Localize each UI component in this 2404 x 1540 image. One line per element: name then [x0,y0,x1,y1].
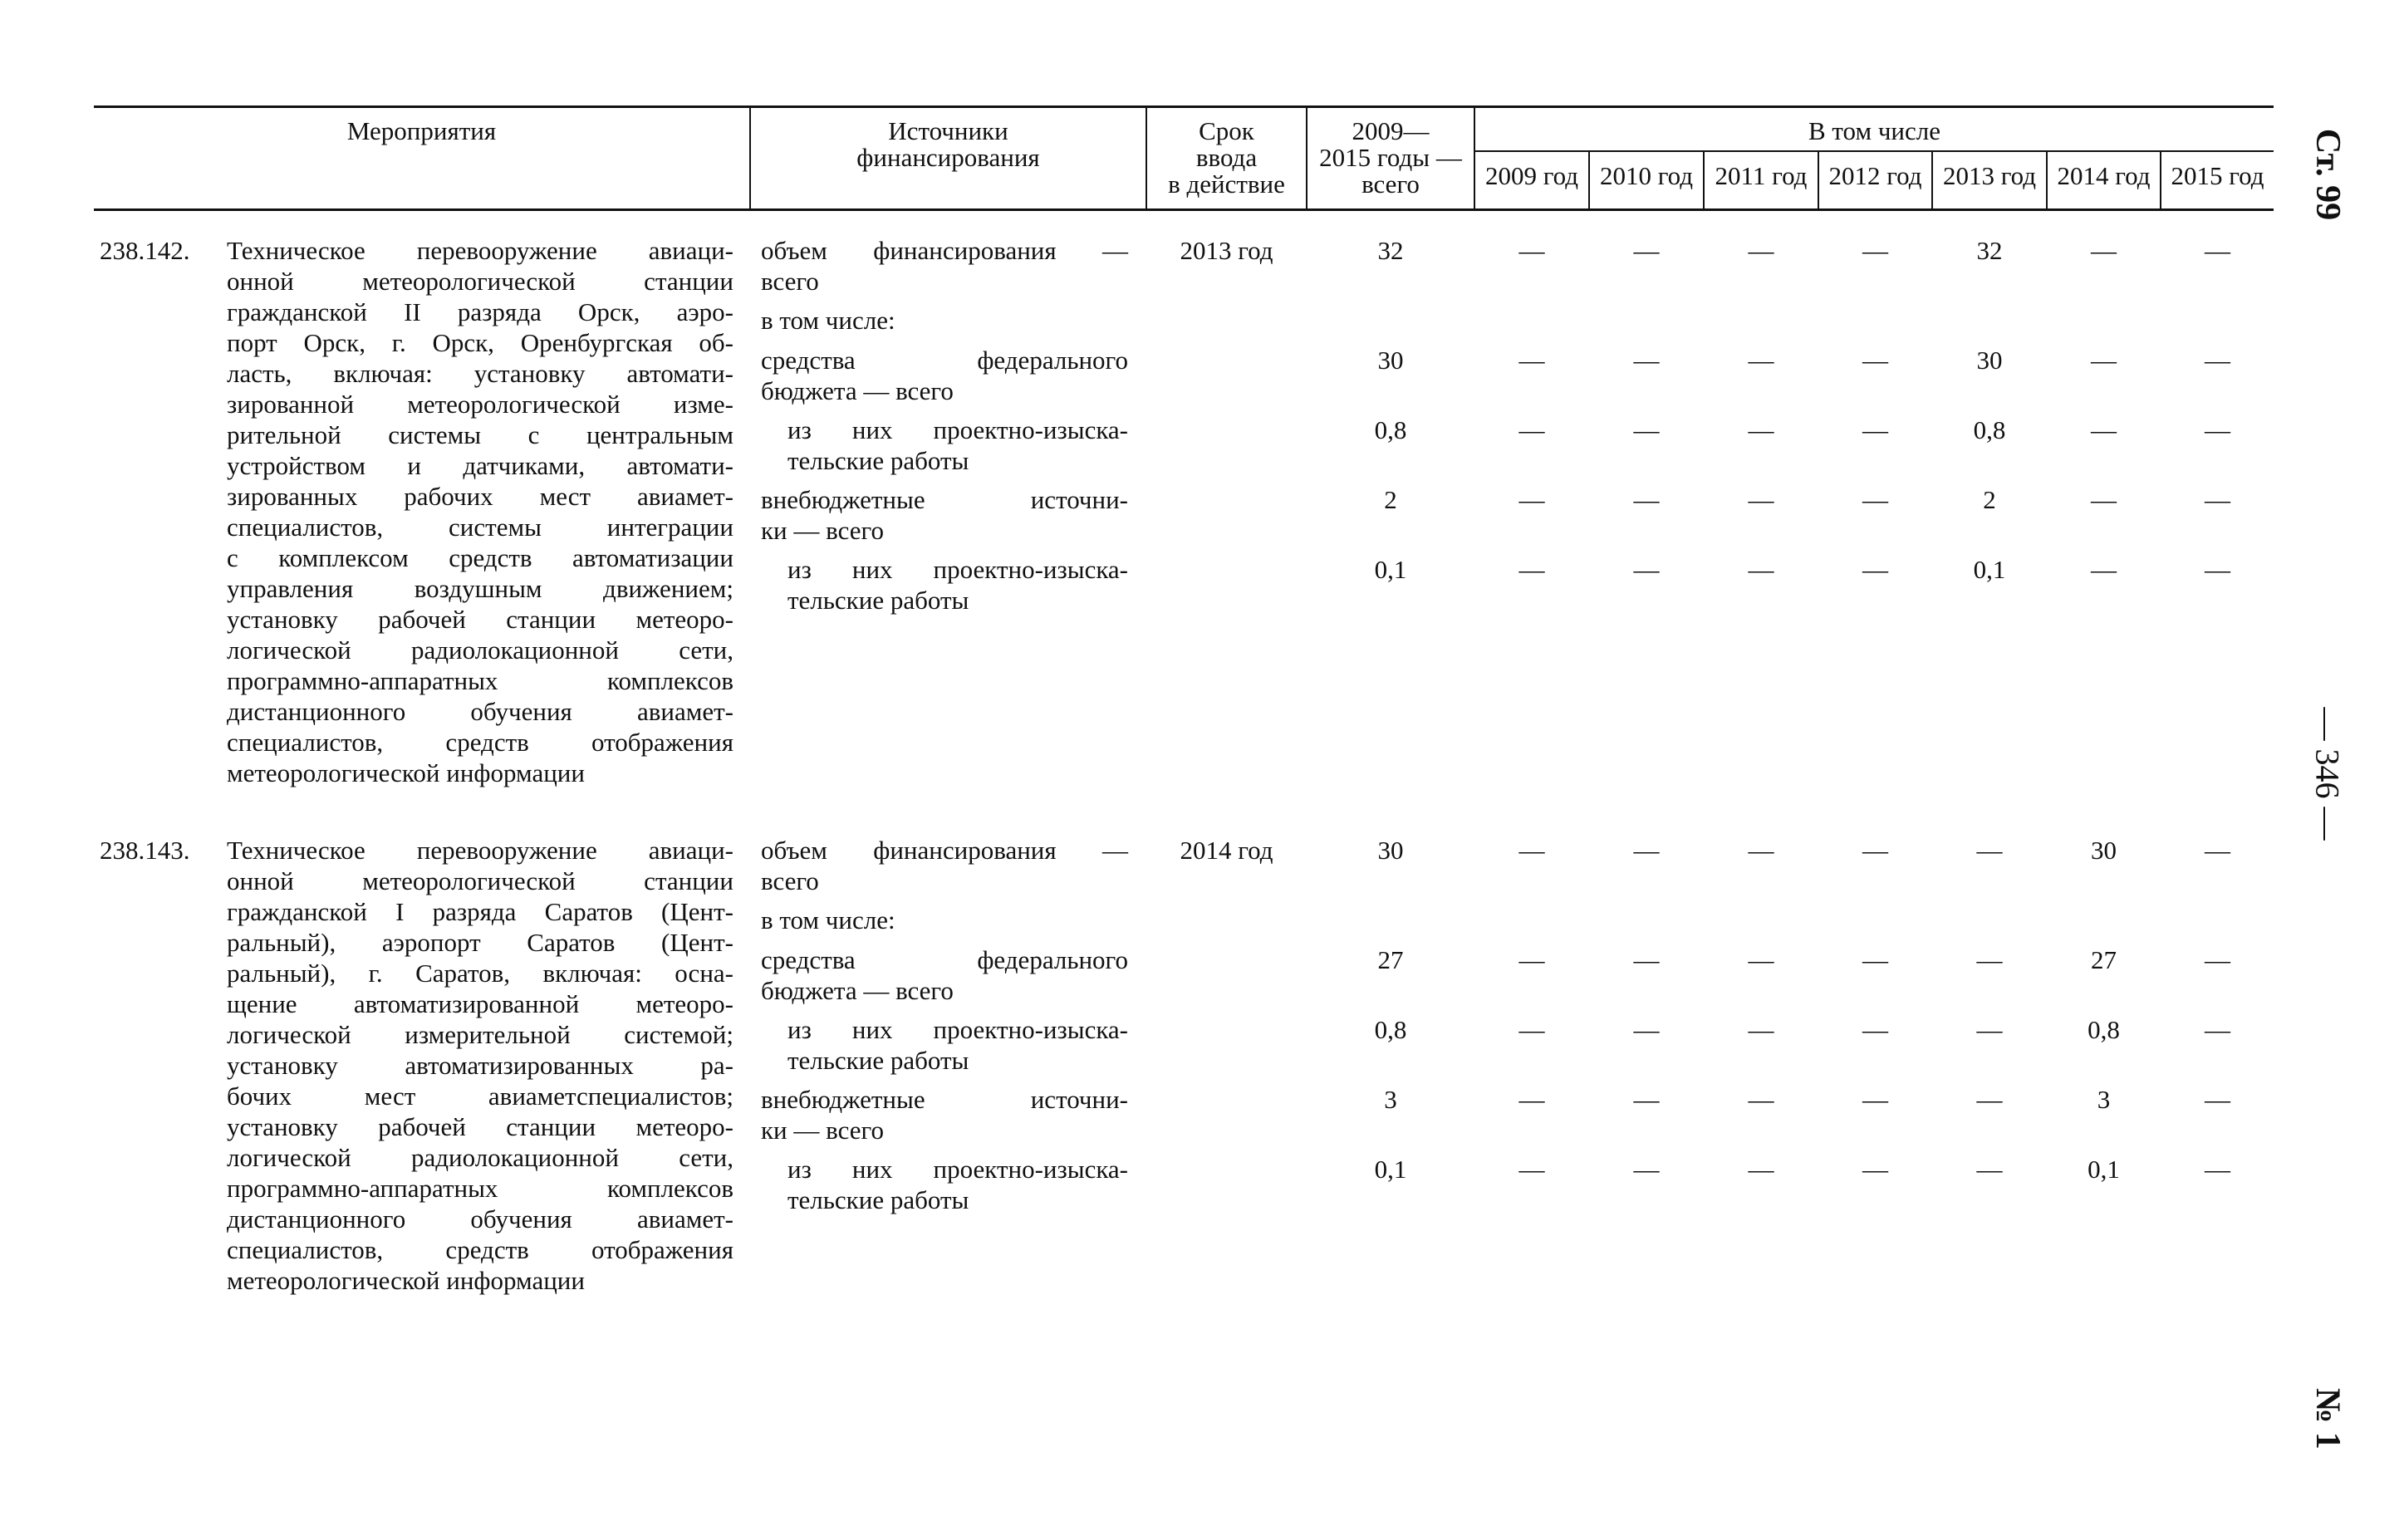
year-cell: — [1862,1015,1888,1044]
header-year-2010: 2010 год [1599,161,1694,190]
header-year-2014: 2014 год [2057,161,2151,190]
year-cell: — [1748,236,1774,265]
source-line-continued: тельские работы [787,586,969,615]
header-year-2012: 2012 год [1828,161,1922,190]
entry-description-line: рительной системы с центральным [227,420,733,449]
total-cell: 2 [1384,485,1397,514]
year-cell: — [1862,1155,1888,1184]
year-cell: — [1633,555,1660,584]
year-cell: — [1748,1085,1774,1114]
year-cell: — [1633,945,1660,974]
year-cell: — [1633,1155,1660,1184]
year-cell: — [1976,836,2003,865]
entry-description-line: устройством и датчиками, автомати- [227,451,733,480]
year-cell: — [1862,485,1888,514]
entry-description-line: установку рабочей станции метеоро- [227,605,733,634]
year-cell: — [1862,346,1888,375]
source-line: из них проектно-изыска- [787,415,1128,444]
entry-description-line: щение автоматизированной метеоро- [227,989,733,1018]
year-cell: — [2205,415,2230,444]
source-line-continued: ки — всего [761,516,884,545]
year-cell: 0,8 [2088,1015,2120,1044]
header-year-2013: 2013 год [1942,161,2037,190]
entry-description-line: порт Орск, г. Орск, Оренбургская об- [227,328,733,357]
entry-description-line: логической радиолокационной сети, [227,635,733,665]
year-cell: — [2091,555,2117,584]
year-cell: — [1976,945,2003,974]
year-cell: — [2205,945,2230,974]
source-line: в том числе: [761,905,895,934]
source-line-continued: бюджета — всего [761,976,954,1005]
entry-description-line: логической измерительной системой; [227,1020,733,1049]
margin-page-label: Ст. 99 [2308,128,2347,221]
entry-number: 238.142. [100,236,190,265]
total-cell: 0,8 [1374,415,1407,444]
year-cell: — [2205,346,2230,375]
year-cell: — [2091,485,2117,514]
year-cell: 30 [1976,346,2003,375]
source-line: средства федерального [761,346,1128,375]
years-subheader-rule [1474,150,2274,152]
year-cell: — [1518,485,1545,514]
entry-description-line: бочих мест авиаметспециалистов; [227,1081,733,1111]
entry-description-line: ласть, включая: установку автомати- [227,359,733,388]
year-cell: — [2091,346,2117,375]
year-cell: — [1633,1085,1660,1114]
source-line: объем финансирования — [761,836,1128,865]
source-line-continued: ки — всего [761,1116,884,1145]
year-cell: — [1633,346,1660,375]
year-cell: — [1862,836,1888,865]
entry-description-line: Техническое перевооружение авиаци- [227,236,733,265]
total-cell: 32 [1377,236,1404,265]
entry-description-line: гражданской I разряда Саратов (Цент- [227,897,733,926]
source-line: из них проектно-изыска- [787,1155,1128,1184]
year-cell: — [2091,415,2117,444]
year-cell: — [1518,836,1545,865]
year-cell: — [1748,555,1774,584]
entry-description-line: зированной метеорологической изме- [227,390,733,419]
total-cell: 30 [1377,836,1404,865]
year-cell: — [1976,1155,2003,1184]
entry-description-line: специалистов, средств отображения [227,1235,733,1264]
header-total-line1: 2009— [1352,116,1430,145]
year-cell: 30 [2091,836,2117,865]
source-line: средства федерального [761,945,1128,974]
year-cell: — [1633,1015,1660,1044]
year-cell: — [1976,1085,2003,1114]
header-including: В том числе [1808,116,1940,145]
year-cell: — [1633,485,1660,514]
year-cell: — [2205,485,2230,514]
total-cell: 3 [1384,1085,1397,1114]
year-cell: — [2205,555,2230,584]
year-cell: — [1518,415,1545,444]
year-cell: — [1633,415,1660,444]
entry-description-line: Техническое перевооружение авиаци- [227,836,733,865]
header-year-2011: 2011 год [1715,161,1808,190]
entry-description-line: метеорологической информации [227,758,585,787]
entry-description-line: специалистов, системы интеграции [227,513,733,542]
year-cell: — [1748,945,1774,974]
year-cell: — [1518,1015,1545,1044]
entry-description-line: специалистов, средств отображения [227,728,733,757]
year-cell: — [2205,1155,2230,1184]
year-cell: 27 [2091,945,2117,974]
year-cell: — [1518,1155,1545,1184]
entry-description-line: онной метеорологической станции [227,866,733,895]
year-cell: — [1518,555,1545,584]
year-cell: 32 [1976,236,2003,265]
entry-description-line: гражданской II разряда Орск, аэро- [227,297,733,326]
source-line-continued: тельские работы [787,1046,969,1075]
entry-description-line: онной метеорологической станции [227,267,733,296]
source-line-continued: всего [761,267,819,296]
entry-description-line: зированных рабочих мест авиамет- [227,482,733,511]
year-cell: — [2205,1085,2230,1114]
margin-issue: № 1 [2308,1388,2347,1449]
total-cell: 0,1 [1374,555,1407,584]
entry-number: 238.143. [100,836,190,865]
year-cell: — [1633,236,1660,265]
year-cell: — [1862,415,1888,444]
source-line: из них проектно-изыска- [787,1015,1128,1044]
header-total-line3: всего [1361,169,1420,199]
entry-description-line: управления воздушным движением; [227,574,733,603]
entry-description-line: программно-аппаратных комплексов [227,666,733,695]
header-measures: Мероприятия [346,116,497,145]
table-top-rule [94,105,2274,108]
year-cell: — [2205,836,2230,865]
header-year-2009: 2009 год [1484,161,1579,190]
source-line: внебюджетные источни- [761,485,1128,514]
year-cell: — [1748,346,1774,375]
entry-description-line: дистанционного обучения авиамет- [227,1204,733,1233]
year-cell: — [1748,1015,1774,1044]
total-cell: 0,8 [1374,1015,1407,1044]
header-total-line2: 2015 годы — [1319,143,1462,172]
year-cell: 3 [2097,1085,2111,1114]
source-line-continued: всего [761,866,819,895]
year-cell: — [1976,1015,2003,1044]
year-cell: — [2205,1015,2230,1044]
source-line: из них проектно-изыска- [787,555,1128,584]
year-cell: — [1748,1155,1774,1184]
year-cell: — [1518,945,1545,974]
year-cell: — [2205,236,2230,265]
year-cell: — [1862,1085,1888,1114]
year-cell: — [2091,236,2117,265]
header-term-line2: ввода [1195,143,1258,172]
header-term-line3: в действие [1168,169,1285,199]
header-bottom-rule [94,208,2274,211]
entry-description-line: установку рабочей станции метеоро- [227,1112,733,1141]
source-line-continued: бюджета — всего [761,376,954,405]
year-cell: — [1633,836,1660,865]
entry-term: 2013 год [1180,236,1273,265]
source-line: внебюджетные источни- [761,1085,1128,1114]
year-cell: — [1862,236,1888,265]
year-cell: — [1518,346,1545,375]
entry-description-line: установку автоматизированных ра- [227,1051,733,1080]
header-sources-line2: финансирования [856,143,1040,172]
year-cell: 0,1 [2088,1155,2120,1184]
total-cell: 30 [1377,346,1404,375]
entry-description-line: с комплексом средств автоматизации [227,543,733,572]
source-line: объем финансирования — [761,236,1128,265]
year-cell: — [1748,415,1774,444]
year-cell: 0,1 [1973,555,2006,584]
entry-term: 2014 год [1180,836,1273,865]
source-line: в том числе: [761,306,895,335]
entry-description-line: программно-аппаратных комплексов [227,1174,733,1203]
year-cell: 0,8 [1973,415,2006,444]
total-cell: 27 [1377,945,1404,974]
year-cell: — [1518,1085,1545,1114]
entry-description-line: дистанционного обучения авиамет- [227,697,733,726]
year-cell: — [1862,945,1888,974]
margin-page-number: — 346 — [2308,707,2347,841]
header-sources-line1: Источники [888,116,1008,145]
entry-description-line: ральный), г. Саратов, включая: осна- [227,959,733,988]
total-cell: 0,1 [1374,1155,1407,1184]
year-cell: — [1748,485,1774,514]
year-cell: — [1518,236,1545,265]
entry-description-line: ральный), аэропорт Саратов (Цент- [227,928,733,957]
header-year-2015: 2015 год [2171,161,2264,190]
source-line-continued: тельские работы [787,446,969,475]
year-cell: — [1748,836,1774,865]
entry-description-line: метеорологической информации [227,1266,585,1295]
year-cell: — [1862,555,1888,584]
header-term-line1: Срок [1199,116,1254,145]
entry-description-line: логической радиолокационной сети, [227,1143,733,1172]
year-cell: 2 [1983,485,1996,514]
source-line-continued: тельские работы [787,1185,969,1214]
